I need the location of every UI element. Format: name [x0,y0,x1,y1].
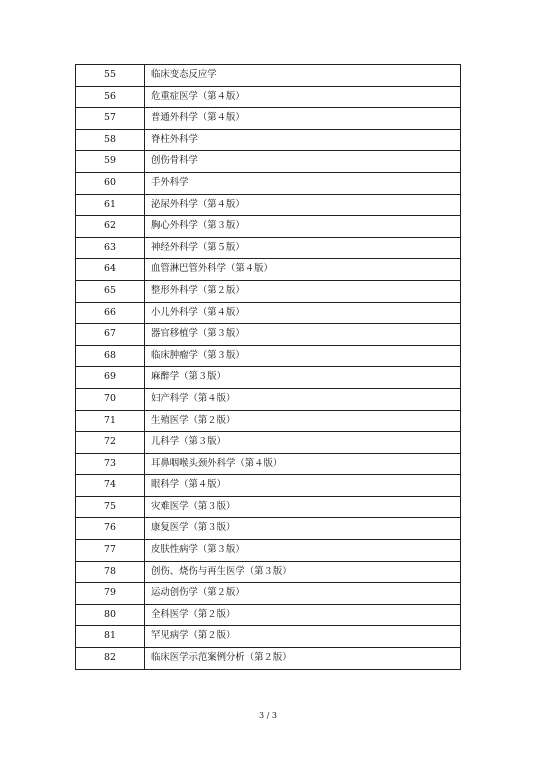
book-title-cell: 器官移植学（第３版） [145,324,461,346]
table-row [76,626,461,648]
table-row [76,194,461,216]
row-number-cell: 79 [76,583,145,605]
row-number-cell: 76 [76,518,145,540]
book-title-cell: 耳鼻咽喉头颈外科学（第４版） [145,453,461,475]
table-row [76,540,461,562]
table-row [76,108,461,130]
book-title-cell: 生殖医学（第２版） [145,410,461,432]
book-title-cell: 妇产科学（第４版） [145,388,461,410]
table-row [76,367,461,389]
table-row [76,432,461,454]
table-row [76,324,461,346]
row-number-cell: 57 [76,108,145,130]
table-row [76,129,461,151]
row-number-cell: 72 [76,432,145,454]
table-row [76,496,461,518]
row-number-cell: 59 [76,151,145,173]
table-body [76,65,461,670]
book-title-cell: 临床变态反应学 [145,65,461,87]
book-title-cell: 神经外科学（第５版） [145,237,461,259]
book-title-cell: 康复医学（第３版） [145,518,461,540]
table-row [76,453,461,475]
row-number-cell: 62 [76,216,145,238]
table-row [76,604,461,626]
row-number-cell: 58 [76,129,145,151]
book-title-cell: 创伤、烧伤与再生医学（第３版） [145,561,461,583]
table-row [76,345,461,367]
row-number-cell: 82 [76,648,145,670]
book-title-cell: 全科医学（第２版） [145,604,461,626]
book-title-cell: 手外科学 [145,172,461,194]
row-number-cell: 77 [76,540,145,562]
table-row [76,259,461,281]
row-number-cell: 63 [76,237,145,259]
table-row [76,302,461,324]
row-number-cell: 61 [76,194,145,216]
book-title-cell: 普通外科学（第４版） [145,108,461,130]
book-title-cell: 创伤骨科学 [145,151,461,173]
table-row [76,216,461,238]
row-number-cell: 55 [76,65,145,87]
book-title-cell: 眼科学（第４版） [145,475,461,497]
table-row [76,583,461,605]
row-number-cell: 70 [76,388,145,410]
table-row [76,561,461,583]
table-row [76,65,461,87]
row-number-cell: 66 [76,302,145,324]
row-number-cell: 56 [76,86,145,108]
row-number-cell: 67 [76,324,145,346]
page-number: 3 / 3 [259,711,277,720]
table-row [76,280,461,302]
table-row [76,475,461,497]
row-number-cell: 65 [76,280,145,302]
row-number-cell: 68 [76,345,145,367]
book-title-cell: 灾难医学（第３版） [145,496,461,518]
row-number-cell: 81 [76,626,145,648]
row-number-cell: 69 [76,367,145,389]
book-title-cell: 小儿外科学（第４版） [145,302,461,324]
table-row [76,410,461,432]
book-title-cell: 临床肿瘤学（第３版） [145,345,461,367]
table-row [76,151,461,173]
row-number-cell: 64 [76,259,145,281]
book-title-cell: 儿科学（第３版） [145,432,461,454]
row-number-cell: 75 [76,496,145,518]
book-title-cell: 危重症医学（第４版） [145,86,461,108]
book-title-cell: 整形外科学（第２版） [145,280,461,302]
table-row [76,388,461,410]
book-title-cell: 皮肤性病学（第３版） [145,540,461,562]
table-row [76,172,461,194]
table-row [76,518,461,540]
book-list-table [75,64,461,670]
row-number-cell: 73 [76,453,145,475]
table-row [76,237,461,259]
book-title-cell: 麻醉学（第３版） [145,367,461,389]
book-title-cell: 运动创伤学（第２版） [145,583,461,605]
book-title-cell: 脊柱外科学 [145,129,461,151]
table-row [76,648,461,670]
book-title-cell: 血管淋巴管外科学（第４版） [145,259,461,281]
row-number-cell: 78 [76,561,145,583]
row-number-cell: 60 [76,172,145,194]
book-title-cell: 罕见病学（第２版） [145,626,461,648]
book-title-cell: 临床医学示范案例分析（第２版） [145,648,461,670]
row-number-cell: 74 [76,475,145,497]
row-number-cell: 80 [76,604,145,626]
table-row [76,86,461,108]
row-number-cell: 71 [76,410,145,432]
book-title-cell: 泌尿外科学（第４版） [145,194,461,216]
book-title-cell: 胸心外科学（第３版） [145,216,461,238]
